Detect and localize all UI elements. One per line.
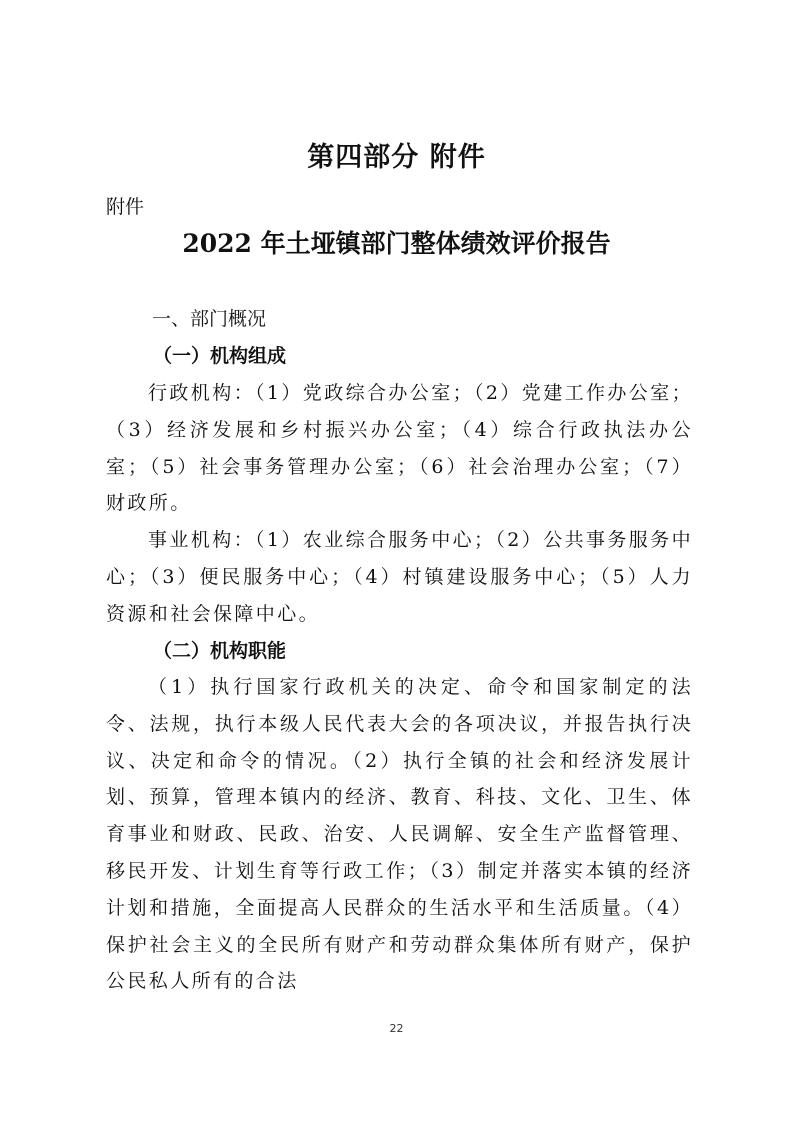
paragraph-functions: （1）执行国家行政机关的决定、命令和国家制定的法令、法规，执行本级人民代表大会的各项决议，并报告执行决议、决定和命令的情况。（2）执行全镇的社会和经济发展计划、预算，管理本镇内的经济、教育、科技、文化、卫生、体育事业和财政、民政、治安、人民调解、安全生产监督管理、移民开发、计划生育等行政工作；（3）制定并落实本镇的经济计划和措施，全面提高人民群众的生活水平和生活质量。（4）保护社会主义的全民所有财产和劳动群众集体所有财产，保护公民私人所有的合法: [106, 676, 693, 993]
subsection-heading-composition: （一）机构组成: [153, 345, 287, 367]
part-title: 第四部分 附件: [307, 142, 486, 173]
section-heading-overview: 一、部门概况: [152, 308, 267, 330]
paragraph-public-institutions: 事业机构：（1）农业综合服务中心；（2）公共事务服务中心；（3）便民服务中心；（4）村镇建设服务中心；（5）人力资源和社会保障中心。: [106, 529, 693, 625]
attachment-label: 附件: [106, 196, 145, 218]
subsection-heading-functions: （二）机构职能: [153, 640, 287, 662]
report-title: 2022 年土垭镇部门整体绩效评价报告: [182, 229, 611, 258]
paragraph-admin-institutions: 行政机构：（1）党政综合办公室；（2）党建工作办公室；（3）经济发展和乡村振兴办公室；（4）综合行政执法办公室；（5）社会事务管理办公室；（6）社会治理办公室；（7）财政所。: [106, 382, 693, 515]
page-number: 22: [389, 1022, 404, 1035]
